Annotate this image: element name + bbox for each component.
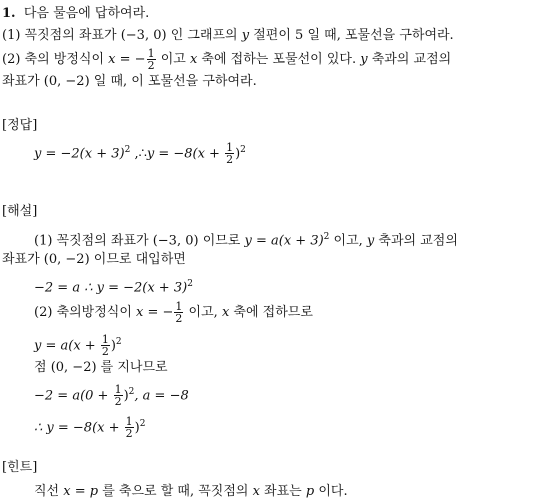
s2-l2-b: ) [110, 338, 116, 354]
solution-part-1-line2: 좌표가 (0, −2) 이므로 대입하면 [2, 252, 186, 267]
answer-num: 1 [226, 141, 234, 155]
q1-text-b: 절편이 5 일 때, 포물선을 구하여라. [249, 28, 454, 43]
s2-fraction [174, 301, 183, 324]
question-part-1 [2, 28, 454, 44]
answer-eq-a: y = −2(x + 3) [34, 146, 125, 162]
solution-part-2-line5 [34, 416, 145, 439]
s2-l4-num: 1 [114, 383, 122, 397]
s2-text-b: 이고, [184, 305, 222, 320]
s1-line3-sup: 2 [187, 279, 193, 289]
q2-var: x [189, 52, 198, 67]
q2-eq: x = − [108, 52, 146, 67]
answer-fraction [225, 142, 234, 165]
s1-eq: y = a(x + 3) [244, 233, 324, 249]
question-title-line [2, 6, 149, 22]
answer-label: [정답] [2, 118, 38, 133]
answer-den: 2 [226, 153, 234, 167]
s1-text-b: 이고, [329, 233, 367, 249]
s2-l5-den: 2 [125, 427, 133, 441]
q2-fraction [147, 48, 156, 71]
hint-line [34, 484, 348, 500]
answer-eq-b: y = −8(x + [146, 146, 225, 162]
q2-num: 1 [147, 47, 155, 60]
s1-line3-eq: −2 = a ∴ y = −2(x + 3) [34, 280, 188, 296]
s2-l2-sup: 2 [115, 337, 122, 347]
s2-l4-den: 2 [114, 395, 122, 409]
s2-l2-a: y = a(x + [34, 338, 100, 354]
answer-sup: 2 [124, 145, 131, 155]
question-number: 1. [2, 6, 16, 21]
answer-sup2: 2 [240, 145, 246, 155]
answer-sep: ,∴ [130, 146, 147, 162]
q2-var2: y [360, 52, 368, 67]
s2-l5-sup: 2 [139, 419, 146, 429]
s2-l4-sup: 2 [128, 387, 135, 397]
solution-part-1-line3 [34, 276, 193, 296]
s2-den: 2 [175, 312, 183, 325]
s2-l5-fraction [125, 416, 134, 439]
s2-l4-b: ) [123, 388, 129, 404]
s2-num: 1 [175, 300, 183, 313]
question-part-2 [2, 48, 451, 71]
q2-text-c: 축에 접하는 포물선이 있다. [197, 52, 361, 67]
s2-text-a: (2) 축의방정식이 [34, 305, 137, 320]
q1-text-a: (1) 꼭짓점의 좌표가 (−3, 0) 인 그래프의 [2, 28, 242, 43]
s2-l4-c: , a = −8 [134, 388, 189, 404]
s2-l5-b: ) [134, 420, 140, 436]
q2-text-a: (2) 축의 방정식이 [2, 52, 109, 67]
hint-text-d: 이다. [314, 484, 348, 499]
hint-var2: p [305, 484, 315, 499]
hint-text-b: 를 축으로 할 때, 꼭짓점의 [98, 484, 253, 499]
s2-var: x [221, 305, 230, 320]
s1-text-c: 축과의 교점의 [374, 233, 458, 249]
s2-eq: x = − [136, 305, 174, 320]
answer-eq-c: ) [235, 146, 241, 162]
q2-text-d: 축과의 교점의 [367, 52, 452, 67]
s1-text-a: (1) 꼭짓점의 좌표가 (−3, 0) 이므로 [34, 233, 245, 249]
hint-text-c: 좌표는 [259, 484, 306, 499]
solution-part-2 [34, 301, 313, 324]
q1-var: y [241, 28, 250, 43]
hint-label: [힌트] [2, 460, 38, 475]
q2-text-b: 이고 [156, 52, 190, 67]
s2-text-c: 축에 접하므로 [229, 305, 313, 320]
solution-part-2-line3: 점 (0, −2) 를 지나므로 [34, 360, 168, 375]
s1-var: y [366, 233, 375, 249]
question-part-2-line2: 좌표가 (0, −2) 일 때, 이 포물선을 구하여라. [2, 74, 257, 89]
s2-l2-num: 1 [101, 333, 109, 347]
hint-var: x [252, 484, 260, 499]
s1-sup: 2 [323, 232, 330, 242]
solution-part-1 [34, 229, 458, 249]
s2-l5-num: 1 [125, 415, 133, 429]
hint-eq: x = p [63, 484, 99, 499]
s2-l4-a: −2 = a(0 + [34, 388, 113, 404]
solution-label: [해설] [2, 204, 38, 219]
solution-part-2-line2 [34, 334, 122, 357]
hint-text-a: 직선 [34, 484, 64, 499]
question-title: 다음 물음에 답하여라. [23, 6, 150, 21]
q2-den: 2 [147, 59, 155, 72]
s2-l2-fraction [101, 334, 110, 357]
s2-l2-den: 2 [101, 345, 109, 359]
solution-part-2-line4 [34, 384, 189, 407]
s2-l5-a: ∴ y = −8(x + [34, 420, 124, 436]
s2-l4-fraction [114, 384, 123, 407]
answer-line [34, 142, 246, 165]
